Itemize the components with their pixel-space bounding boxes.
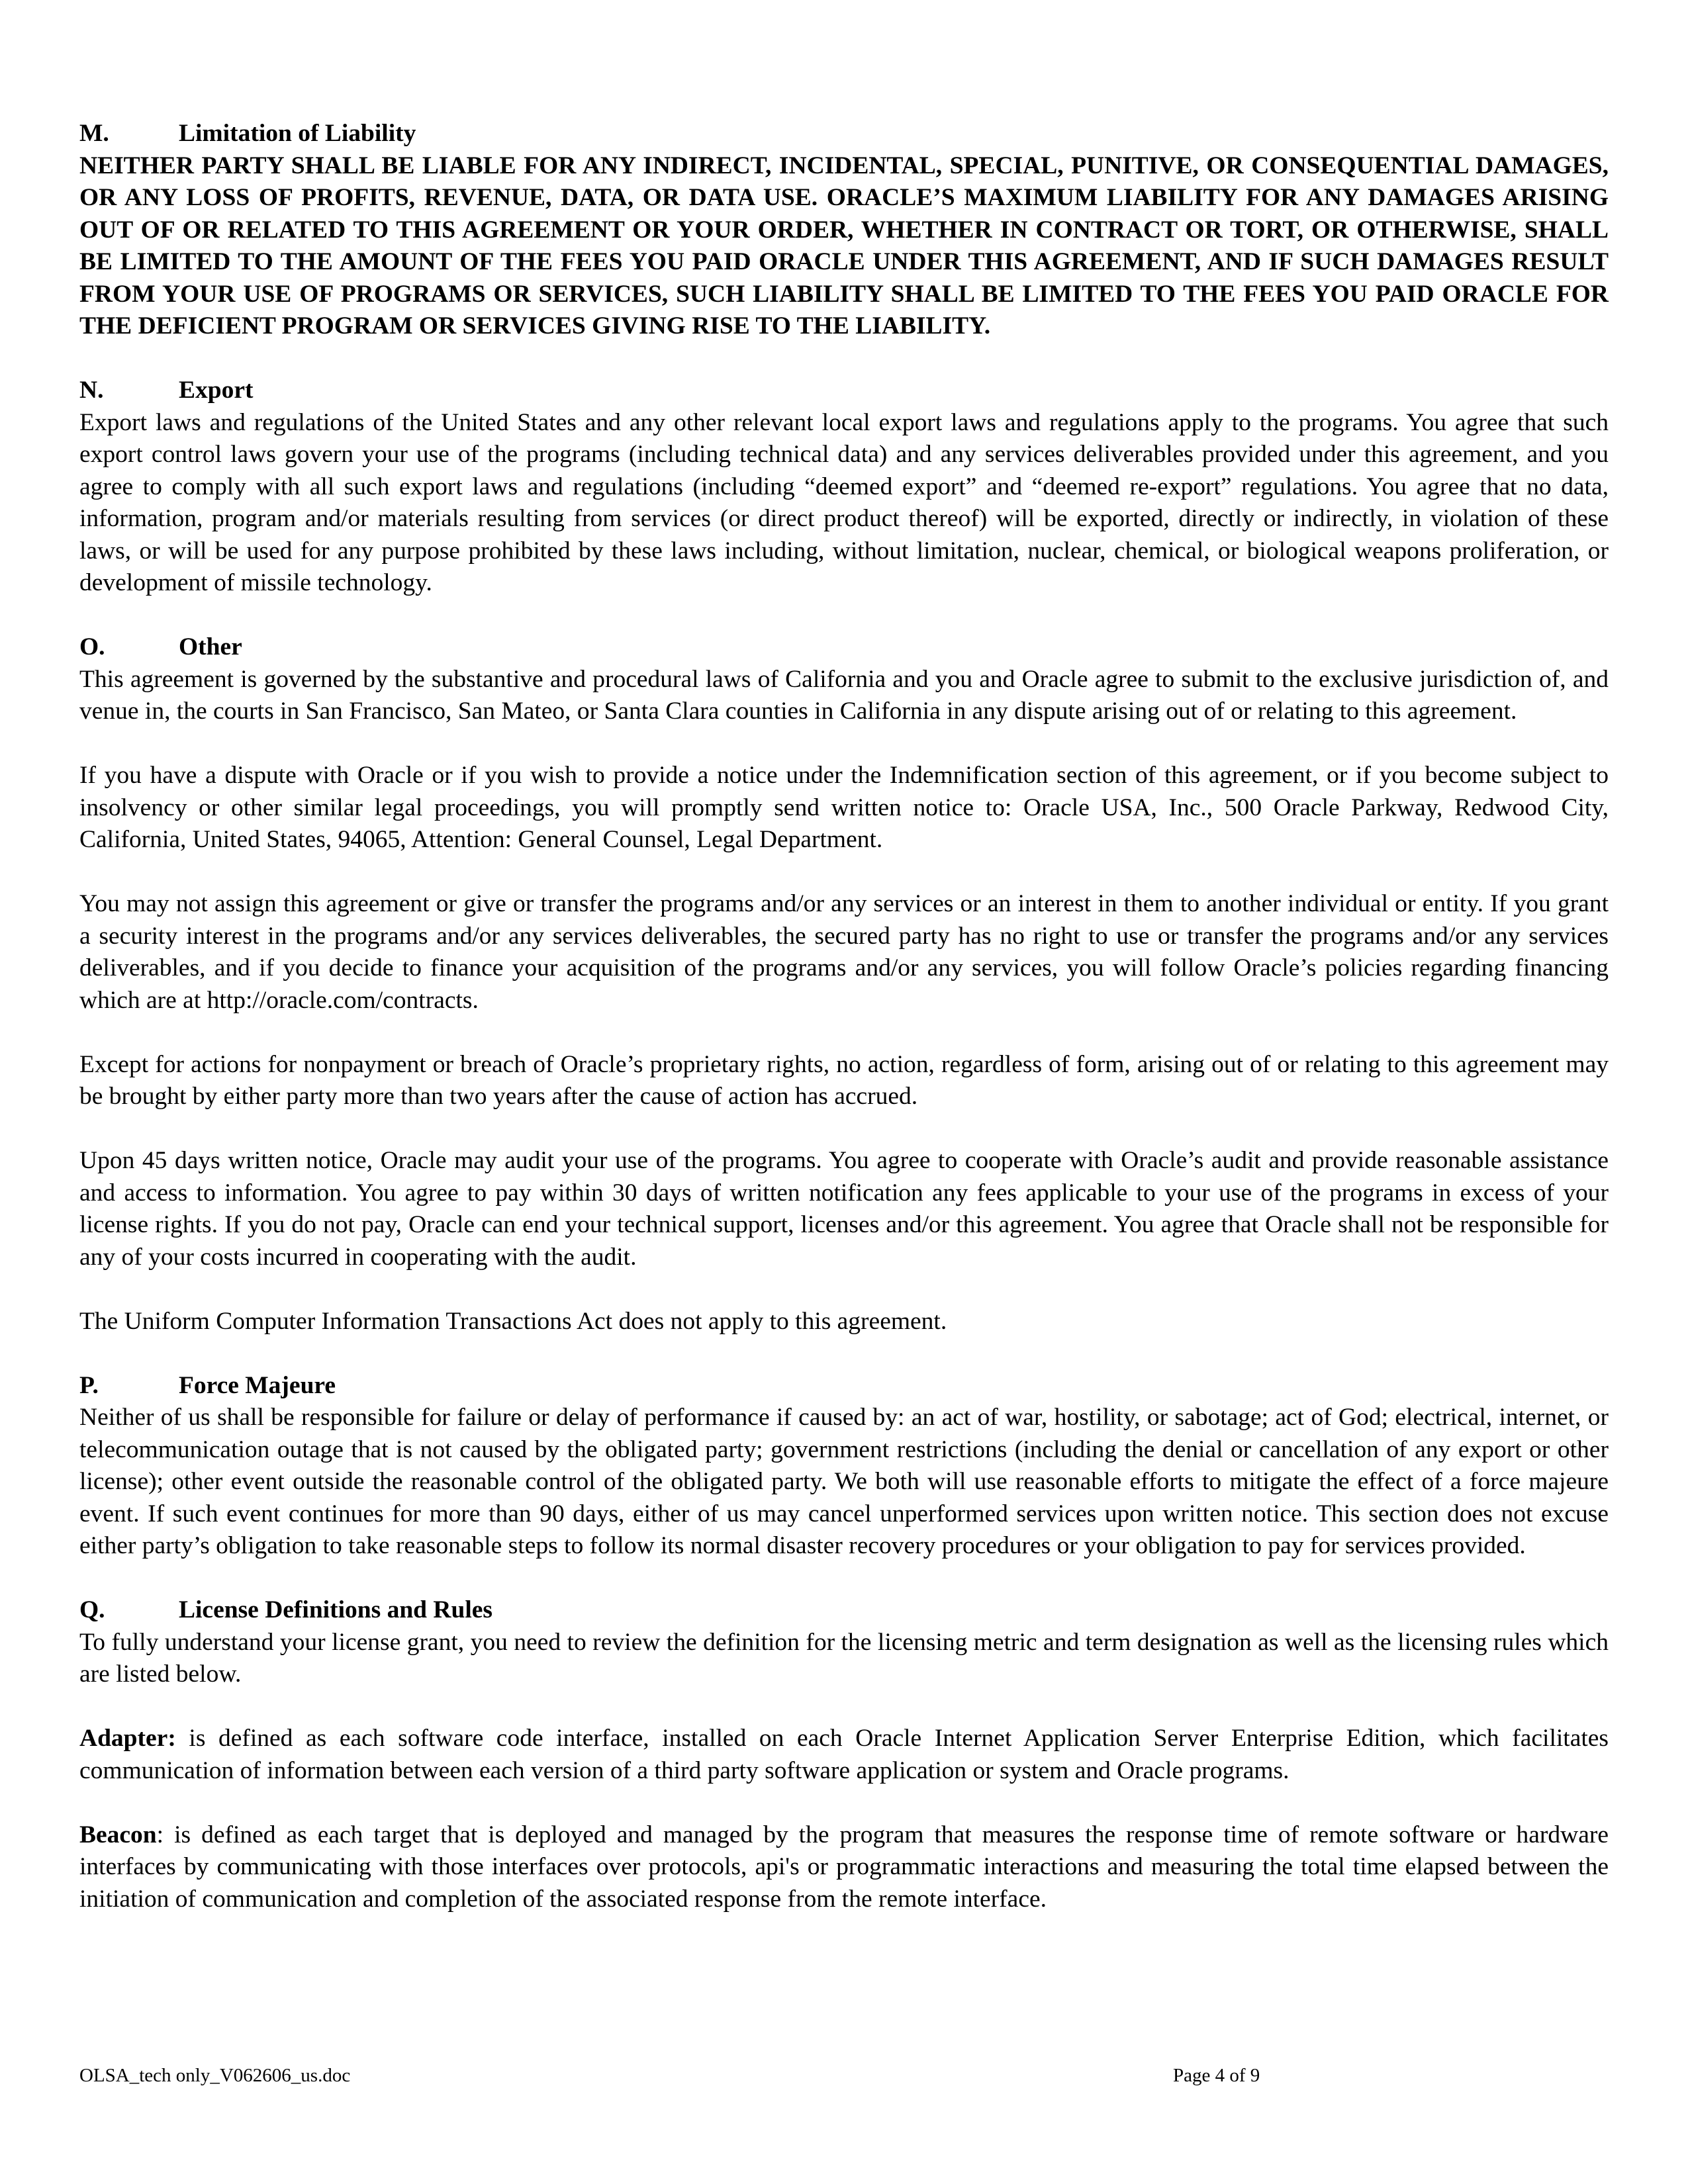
- definition-beacon: [79, 1819, 1609, 1916]
- definition-text: : is defined as each target that is deployed and managed by the program that measures the response time of remote software or hardware interfaces by communicating with those interfaces over protocols, api's or programmatic interactions and measuring the total time elapsed between the initiation of communication and completion of the associated response from the remote interface.: [79, 1821, 1609, 1913]
- section-title: Other: [179, 633, 242, 660]
- section-letter: N.: [79, 377, 104, 404]
- other-paragraph-ucita: The Uniform Computer Information Transactions Act does not apply to this agreement.: [79, 1307, 947, 1335]
- other-paragraph-dispute-notice: If you have a dispute with Oracle or if you wish to provide a notice under the Indemnification section of this agreement, or if you become subject to insolvency or other similar legal proceedings, you will promptly send written notice to: Oracle USA, Inc., 500 Oracle Parkway, Redwood City, California, United States, 94065, Attention: General Counsel, Legal Department.: [79, 762, 1609, 853]
- footer-filename: OLSA_tech only_V062606_us.doc: [79, 2065, 351, 2086]
- section-heading: [79, 1594, 1609, 1627]
- force-majeure-paragraph: Neither of us shall be responsible for failure or delay of performance if caused by: an act of war, hostility, or sabotage; act of God; electrical, internet, or telecommunication outage that is not caused by the obligated party; government restrictions (including the denial or cancellation of any export or other license); other event outside the reasonable control of the obligated party. We both will use reasonable efforts to mitigate the effect of a force majeure event. If such event continues for more than 90 days, either of us may cancel unperformed services upon written notice. This section does not excuse either party’s obligation to take reasonable steps to follow its normal disaster recovery procedures or your obligation to pay for services provided.: [79, 1404, 1609, 1559]
- section-title: Limitation of Liability: [179, 120, 416, 147]
- definition-adapter: [79, 1723, 1609, 1787]
- liability-paragraph: NEITHER PARTY SHALL BE LIABLE FOR ANY INDIRECT, INCIDENTAL, SPECIAL, PUNITIVE, OR CONSEQUENTIAL DAMAGES, OR ANY LOSS OF PROFITS, REVENUE, DATA, OR DATA USE. ORACLE’S MAXIMUM LIABILITY FOR ANY DAMAGES ARISING OUT OF OR RELATED TO THIS AGREEMENT OR YOUR ORDER, WHETHER IN CONTRACT OR TORT, OR OTHERWISE, SHALL BE LIMITED TO THE AMOUNT OF THE FEES YOU PAID ORACLE UNDER THIS AGREEMENT, AND IF SUCH DAMAGES RESULT FROM YOUR USE OF PROGRAMS OR SERVICES, SUCH LIABILITY SHALL BE LIMITED TO THE FEES YOU PAID ORACLE FOR THE DEFICIENT PROGRAM OR SERVICES GIVING RISE TO THE LIABILITY.: [79, 152, 1609, 340]
- document-page: [79, 118, 1609, 1915]
- other-paragraph-assignment: You may not assign this agreement or give or transfer the programs and/or any services or an interest in them to another individual or entity. If you grant a security interest in the programs and/or any services deliverables, the secured party has no right to use or transfer the programs and/or any services deliverables, and if you decide to finance your acquisition of the programs and/or any services, you will follow Oracle’s policies regarding financing which are at http://oracle.com/contracts.: [79, 890, 1609, 1014]
- definition-term: Adapter:: [79, 1725, 176, 1752]
- definition-text: is defined as each software code interface, installed on each Oracle Internet Application Server Enterprise Edition, which facilitates communication of information between each version of a third party software application or system and Oracle programs.: [79, 1725, 1609, 1784]
- other-paragraph-governing-law: This agreement is governed by the substantive and procedural laws of California and you and Oracle agree to submit to the exclusive jurisdiction of, and venue in, the courts in San Francisco, San Mateo, or Santa Clara counties in California in any dispute arising out of or relating to this agreement.: [79, 665, 1609, 725]
- section-export: [79, 375, 1609, 600]
- section-other: [79, 631, 1609, 1338]
- section-force-majeure: [79, 1370, 1609, 1563]
- definition-term: Beacon: [79, 1821, 157, 1848]
- section-heading: [79, 631, 1609, 664]
- section-license-definitions: [79, 1594, 1609, 1915]
- license-definitions-intro: To fully understand your license grant, you need to review the definition for the licensing metric and term designation as well as the licensing rules which are listed below.: [79, 1628, 1609, 1688]
- section-heading: [79, 375, 1609, 407]
- section-title: Export: [179, 377, 254, 404]
- section-title: Force Majeure: [179, 1371, 336, 1399]
- other-paragraph-audit: Upon 45 days written notice, Oracle may audit your use of the programs. You agree to cooperate with Oracle’s audit and provide reasonable assistance and access to information. You agree to pay within 30 days of written notification any fees applicable to your use of the programs in excess of your license rights. If you do not pay, Oracle can end your technical support, licenses and/or this agreement. You agree that Oracle shall not be responsible for any of your costs incurred in cooperating with the audit.: [79, 1147, 1609, 1271]
- export-paragraph: Export laws and regulations of the United States and any other relevant local export laws and regulations apply to the programs. You agree that such export control laws govern your use of the programs (including technical data) and any services deliverables provided under this agreement, and you agree to comply with all such export laws and regulations (including “deemed export” and “deemed re-export” regulations. You agree that no data, information, program and/or materials resulting from services (or direct product thereof) will be exported, directly or indirectly, in violation of these laws, or will be used for any purpose prohibited by these laws including, without limitation, nuclear, chemical, or biological weapons proliferation, or development of missile technology.: [79, 408, 1609, 596]
- section-heading: [79, 1370, 1609, 1402]
- other-paragraph-limitation-period: Except for actions for nonpayment or breach of Oracle’s proprietary rights, no action, regardless of form, arising out of or relating to this agreement may be brought by either party more than two years after the cause of action has accrued.: [79, 1050, 1609, 1110]
- footer-page-number: Page 4 of 9: [1173, 2065, 1260, 2086]
- section-letter: Q.: [79, 1596, 105, 1623]
- section-title: License Definitions and Rules: [179, 1596, 493, 1623]
- section-letter: P.: [79, 1371, 99, 1399]
- section-heading: [79, 118, 1609, 150]
- section-letter: O.: [79, 633, 105, 660]
- section-limitation-of-liability: [79, 118, 1609, 343]
- section-letter: M.: [79, 120, 109, 147]
